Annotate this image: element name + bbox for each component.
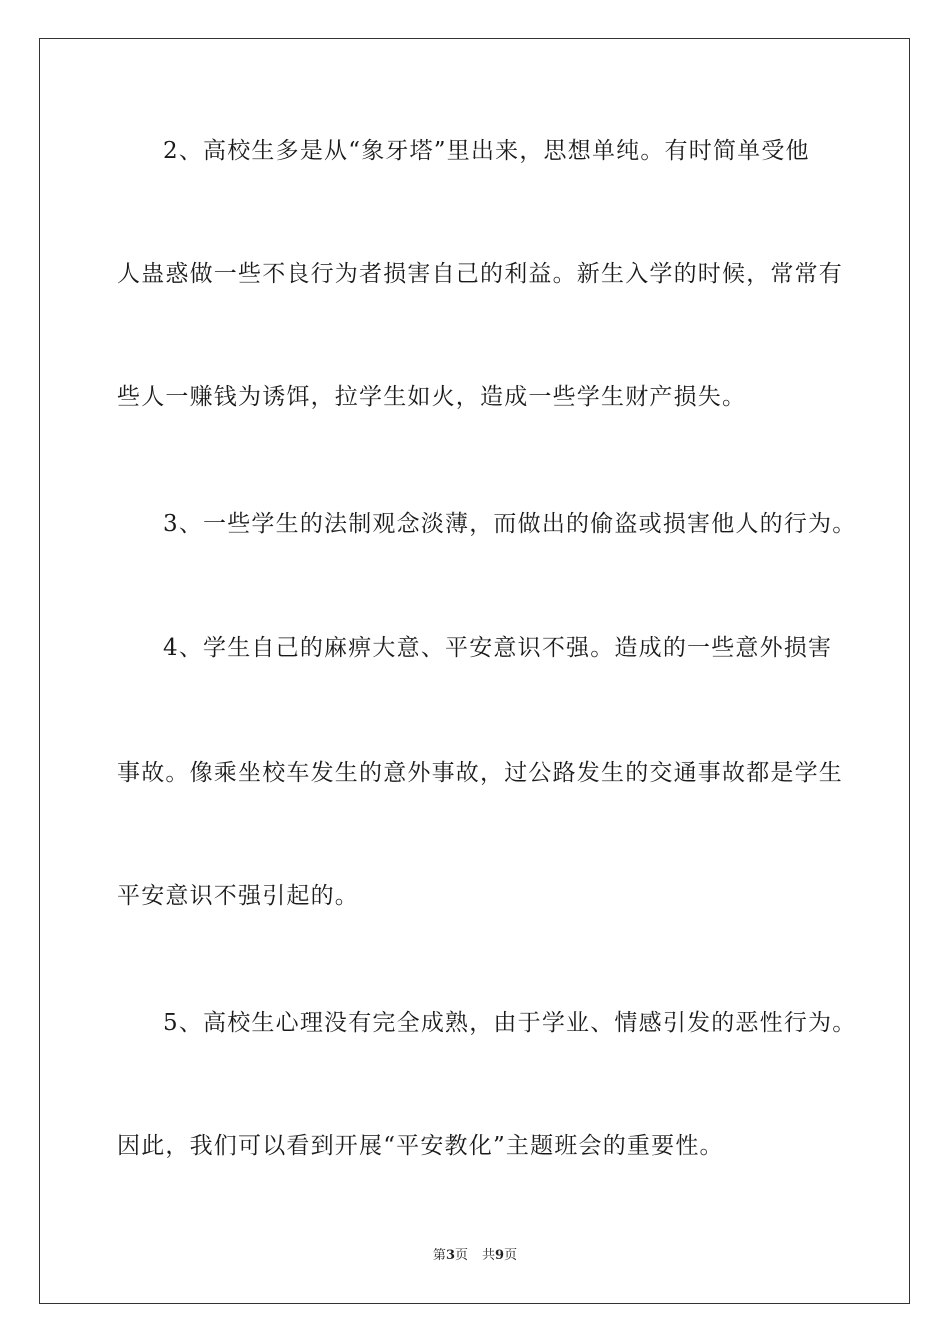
paragraph-4-line-1: 4、学生自己的麻痹大意、平安意识不强。造成的一些意外损害 (163, 635, 833, 661)
page-prefix: 第 (432, 1248, 446, 1263)
paragraph-5-line-1: 5、高校生心理没有完全成熟，由于学业、情感引发的恶性行为。 (163, 1010, 857, 1036)
total-prefix: 共 (482, 1248, 496, 1263)
total-suffix: 页 (504, 1248, 518, 1263)
paragraph-2-line-1: 2、高校生多是从“象牙塔”里出来，思想单纯。有时简单受他 (163, 138, 810, 164)
paragraph-4-line-3: 平安意识不强引起的。 (117, 883, 359, 909)
paragraph-2-line-2: 人蛊惑做一些不良行为者损害自己的利益。新生入学的时候，常常有 (117, 261, 843, 287)
paragraph-6-line-1: 因此，我们可以看到开展“平安教化”主题班会的重要性。 (117, 1133, 724, 1159)
total-pages: 9 (495, 1248, 505, 1263)
paragraph-3-line-1: 3、一些学生的法制观念淡薄，而做出的偷盗或损害他人的行为。 (163, 511, 857, 537)
page-number: 3 (445, 1248, 455, 1263)
page-suffix: 页 (454, 1248, 468, 1263)
page-border (39, 38, 910, 1304)
paragraph-2-line-3: 些人一赚钱为诱饵，拉学生如火，造成一些学生财产损失。 (117, 384, 747, 410)
paragraph-4-line-2: 事故。像乘坐校车发生的意外事故，过公路发生的交通事故都是学生 (117, 760, 843, 786)
page-footer (0, 1248, 950, 1264)
